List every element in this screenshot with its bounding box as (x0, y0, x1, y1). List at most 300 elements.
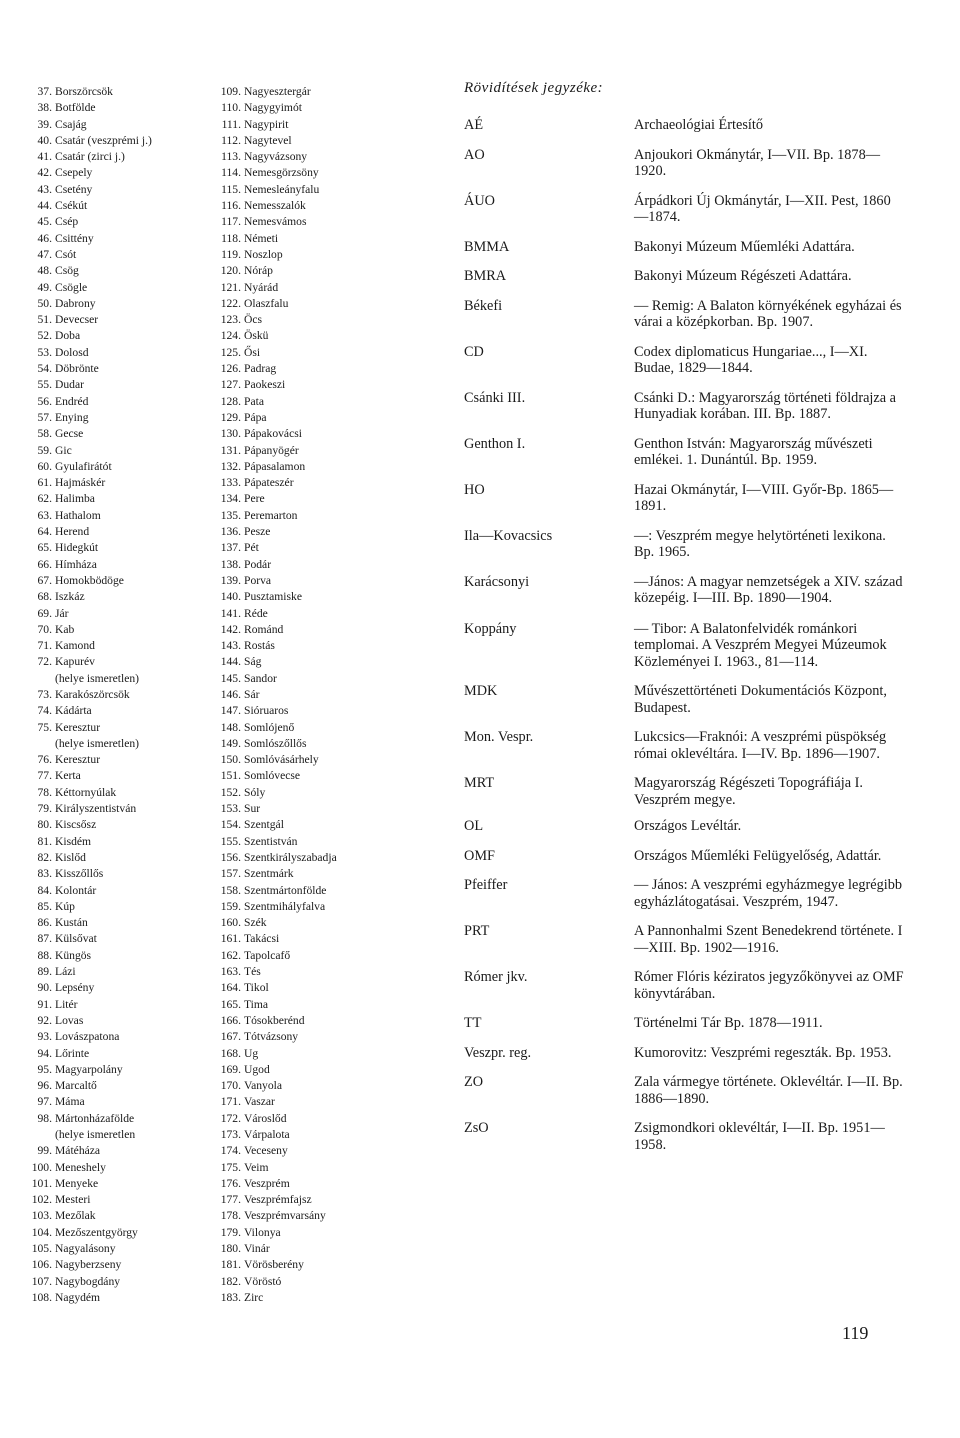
place-number: 174. (220, 1144, 241, 1158)
place-entry (30, 1078, 220, 1094)
place-entry (219, 1094, 449, 1110)
place-name: Kiscsősz (55, 818, 97, 832)
place-number: 85. (37, 899, 52, 913)
place-note: (helye ismeretlen) (55, 736, 140, 750)
place-number: 173. (220, 1128, 241, 1141)
place-number: 119. (221, 247, 241, 261)
place-number: 52. (37, 329, 52, 343)
place-entry (30, 214, 220, 230)
abbreviation-row (464, 482, 904, 515)
place-number: 164. (220, 981, 241, 995)
abbreviation-key: OMF (464, 847, 495, 864)
place-entry (219, 654, 449, 670)
place-name: Nagyberzseny (55, 1258, 122, 1272)
place-name: Halimba (55, 492, 95, 506)
place-entry (219, 133, 449, 149)
place-entry (30, 768, 220, 784)
place-entry (30, 573, 220, 589)
place-entry (219, 1176, 449, 1192)
place-entry (219, 475, 449, 491)
abbreviation-row (464, 775, 904, 808)
place-name: Kamond (55, 639, 95, 653)
place-name: Pesze (244, 525, 271, 539)
place-entry (30, 915, 220, 931)
place-entry (219, 165, 449, 181)
place-name: Vörösberény (244, 1258, 304, 1272)
place-name: Tósokberénd (244, 1013, 305, 1027)
place-entry (30, 247, 220, 263)
place-name: Sióruaros (244, 704, 289, 718)
place-entry (219, 752, 449, 768)
place-name: Szentgál (244, 818, 284, 832)
abbreviation-row (464, 818, 904, 835)
place-name: Ug (244, 1046, 259, 1060)
abbreviation-row (464, 1074, 904, 1107)
abbreviation-value: —: Veszprém megye helytörténeti lexikona. Bp. 1965. (634, 527, 886, 560)
place-name: Kádárta (55, 704, 92, 718)
abbreviation-key: Ila—Kovacsics (464, 527, 553, 544)
place-name: Kapurév (55, 655, 95, 669)
abbreviation-value: Bakonyi Múzeum Műemléki Adattára. (634, 238, 855, 255)
place-entry (30, 720, 220, 753)
place-number: 47. (37, 247, 52, 261)
place-entry (30, 866, 220, 882)
place-name: Szentmártonfölde (244, 883, 327, 897)
page-number: 119 (842, 1323, 869, 1343)
place-number: 146. (220, 687, 241, 701)
place-name: Nagytevel (244, 133, 292, 147)
place-name: Románd (244, 622, 284, 636)
place-entry (219, 410, 449, 426)
place-name: Padrag (244, 362, 277, 376)
abbreviation-value: Archaeológiai Értesítő (634, 117, 764, 133)
place-number: 46. (37, 231, 52, 245)
place-name: Nemesleányfalu (244, 182, 320, 196)
place-entry (30, 394, 220, 410)
place-number: 124. (220, 329, 241, 343)
abbreviation-row (464, 117, 904, 134)
place-number: 81. (37, 834, 52, 848)
place-entry (30, 508, 220, 524)
place-entry (219, 866, 449, 882)
place-number: 63. (37, 508, 52, 522)
place-number: 154. (220, 818, 241, 832)
abbreviation-value: Országos Műemléki Felügyelőség, Adattár. (634, 847, 882, 864)
abbreviation-value: Történelmi Tár Bp. 1878—1911. (634, 1015, 823, 1031)
place-entry (30, 606, 220, 622)
place-entry (30, 1176, 220, 1192)
place-entry (219, 1274, 449, 1290)
place-entry (30, 426, 220, 442)
place-name: Csittény (55, 231, 94, 245)
place-entry (30, 752, 220, 768)
abbreviations-title: Rövidítések jegyzéke: (464, 80, 604, 96)
place-number: 51. (37, 313, 52, 327)
place-number: 98. (37, 1111, 52, 1125)
place-entry (219, 817, 449, 833)
place-entry (30, 524, 220, 540)
place-entry (30, 638, 220, 654)
place-entry (219, 1208, 449, 1224)
place-name: Nagyalásony (55, 1242, 116, 1256)
abbreviation-value: — Remig: A Balaton környékének egyházai és várai a középkorban. Bp. 1907. (634, 297, 902, 330)
place-entry (219, 1029, 449, 1045)
place-entry (30, 850, 220, 866)
place-number: 93. (37, 1030, 52, 1044)
place-name: Doba (55, 329, 81, 343)
place-number: 78. (37, 785, 52, 799)
place-number: 38. (37, 101, 52, 115)
place-entry (30, 817, 220, 833)
place-entry (219, 1111, 449, 1127)
place-entry (219, 915, 449, 931)
abbreviation-value: Hazai Okmánytár, I—VIII. Győr-Bp. 1865—1891. (634, 481, 894, 514)
place-name: Szentkirályszabadja (244, 850, 337, 864)
place-number: 91. (37, 997, 52, 1011)
place-number: 58. (37, 427, 52, 441)
abbreviation-row (464, 390, 904, 423)
place-name: Pápanyögér (244, 443, 299, 457)
place-entry (30, 1274, 220, 1290)
place-number: 134. (220, 492, 241, 506)
place-number: 178. (220, 1209, 241, 1223)
abbreviation-value: Kumorovitz: Veszprémi regeszták. Bp. 1953. (634, 1044, 892, 1061)
abbreviation-key: ZO (464, 1074, 484, 1090)
place-name: Hajmáskér (55, 476, 106, 490)
place-number: 96. (37, 1079, 52, 1093)
place-entry (30, 231, 220, 247)
abbreviation-value: Rómer Flóris kéziratos jegyzőkönyvei az OMF könyvtárában. (634, 969, 904, 1002)
place-number: 142. (220, 622, 241, 636)
abbreviation-value: — Tibor: A Balatonfelvidék románkori templomai. A Veszprém Megyei Múzeumok Közleményei I. 1963., 81—114. (634, 620, 887, 670)
place-name: Nóráp (244, 264, 273, 278)
place-entry (30, 198, 220, 214)
place-name: Nemesgörzsöny (244, 166, 319, 180)
place-entry (30, 1013, 220, 1029)
place-name: Herend (55, 525, 90, 539)
place-entry (219, 149, 449, 165)
place-number: 172. (220, 1111, 241, 1125)
place-name: Kolontár (55, 883, 97, 897)
place-number: 99. (37, 1144, 52, 1158)
place-entry (30, 475, 220, 491)
place-name: Veszprémfajsz (244, 1193, 312, 1207)
place-name: Sandor (244, 671, 277, 685)
abbreviation-value: Csánki D.: Magyarország történeti földrajza a Hunyadiak korában. III. Bp. 1887. (634, 389, 897, 422)
place-name: Szentmárk (244, 867, 294, 881)
place-entry (30, 1046, 220, 1062)
place-name: Csajág (55, 117, 87, 131)
place-number: 176. (220, 1176, 241, 1190)
abbreviation-key: MRT (464, 775, 495, 791)
place-name: Kúp (55, 899, 75, 913)
place-name: Réde (244, 606, 268, 620)
place-entry (219, 100, 449, 116)
place-name: Kustán (55, 916, 88, 930)
abbreviation-value: Genthon István: Magyarország művészeti emlékei. 1. Dunántúl. Bp. 1959. (634, 435, 873, 468)
place-entry (30, 459, 220, 475)
place-entry (30, 703, 220, 719)
place-number: 67. (37, 573, 52, 587)
place-entry (219, 263, 449, 279)
place-number: 138. (220, 557, 241, 571)
place-entry (30, 899, 220, 915)
place-entry (30, 1111, 220, 1144)
place-name: Borszörcsök (55, 85, 113, 98)
place-entry (30, 1225, 220, 1241)
place-name: Paokeszi (244, 378, 286, 392)
abbreviation-key: BMRA (464, 268, 507, 284)
place-entry (30, 654, 220, 687)
place-entry (219, 394, 449, 410)
place-entry (30, 1208, 220, 1224)
place-number: 113. (221, 150, 241, 164)
place-entry (30, 687, 220, 703)
place-number: 147. (220, 704, 241, 718)
place-number: 167. (220, 1030, 241, 1044)
abbreviation-key: Pfeiffer (464, 877, 508, 893)
abbreviation-key: Csánki III. (464, 389, 526, 406)
place-note: (helye ismeretlen) (55, 671, 140, 685)
place-name: Nagyesztergár (244, 85, 311, 98)
place-entry (219, 948, 449, 964)
place-name: Mezőlak (55, 1209, 96, 1223)
abbreviation-key: Békefi (464, 297, 503, 314)
place-number: 61. (37, 476, 52, 490)
place-name: Somlóvásárhely (244, 753, 319, 767)
place-number: 48. (37, 264, 52, 278)
place-name: Endréd (55, 394, 89, 408)
place-number: 94. (37, 1046, 52, 1060)
place-number: 170. (220, 1079, 241, 1093)
place-name: Csékút (55, 199, 88, 213)
place-name: Tikol (244, 981, 269, 995)
place-name: Nyárád (244, 280, 279, 294)
place-entry (30, 1062, 220, 1078)
place-name: Máma (55, 1095, 85, 1109)
place-name: Gic (55, 443, 72, 457)
place-entry (219, 182, 449, 198)
place-entry (219, 964, 449, 980)
place-entry (219, 361, 449, 377)
place-name: Döbrönte (55, 362, 99, 376)
place-number: 104. (31, 1225, 52, 1239)
place-entry (30, 540, 220, 556)
place-name: Hidegkút (55, 541, 99, 555)
place-entry (219, 980, 449, 996)
place-number: 157. (220, 867, 241, 881)
place-number: 41. (37, 150, 52, 164)
place-number: 53. (37, 345, 52, 359)
place-entry (219, 214, 449, 230)
place-name: Vilonya (244, 1225, 281, 1239)
place-entry (219, 540, 449, 556)
place-name: Somlószőllős (244, 736, 307, 750)
place-number: 102. (31, 1193, 52, 1207)
abbreviation-value: Bakonyi Múzeum Régészeti Adattára. (634, 268, 852, 284)
place-entry (219, 589, 449, 605)
place-name: Olaszfalu (244, 296, 289, 310)
place-number: 83. (37, 867, 52, 881)
place-entry (30, 622, 220, 638)
place-entry (30, 931, 220, 947)
place-number: 114. (221, 166, 241, 180)
place-number: 125. (220, 345, 241, 359)
place-entry (219, 931, 449, 947)
place-entry (219, 443, 449, 459)
place-number: 101. (31, 1176, 52, 1190)
abbreviation-value: Zsigmondkori oklevéltár, I—II. Bp. 1951—1958. (634, 1120, 885, 1153)
place-entry (30, 980, 220, 996)
place-name: Noszlop (244, 247, 283, 261)
place-entry (219, 1160, 449, 1176)
place-number: 56. (37, 394, 52, 408)
place-number: 64. (37, 525, 52, 539)
place-number: 97. (37, 1095, 52, 1109)
place-entry (30, 165, 220, 181)
place-entry (219, 1046, 449, 1062)
abbreviation-key: Karácsonyi (464, 573, 530, 590)
place-number: 112. (221, 133, 241, 147)
place-name: Magyarpolány (55, 1062, 123, 1076)
place-number: 100. (31, 1160, 52, 1174)
place-number: 130. (220, 427, 241, 441)
place-entry (219, 573, 449, 589)
place-number: 152. (220, 785, 241, 799)
place-entry (30, 345, 220, 361)
place-number: 150. (220, 753, 241, 767)
place-entry (219, 312, 449, 328)
place-name: Porva (244, 573, 272, 587)
place-number: 77. (37, 769, 52, 783)
place-name: Csetény (55, 182, 93, 196)
place-number: 117. (221, 215, 241, 229)
place-name: Szentistván (244, 834, 298, 848)
place-entry (30, 361, 220, 377)
place-number: 160. (220, 916, 241, 930)
place-name: Kab (55, 622, 75, 636)
abbreviation-row (464, 528, 904, 561)
place-name: Külsővat (55, 932, 97, 946)
place-number: 161. (220, 932, 241, 946)
place-entry (30, 883, 220, 899)
place-entry (219, 1013, 449, 1029)
abbreviations-list (464, 117, 904, 1153)
abbreviation-row (464, 877, 904, 910)
place-entry (30, 1094, 220, 1110)
place-number: 183. (220, 1290, 241, 1304)
place-number: 145. (220, 671, 241, 685)
abbreviation-value: A Pannonhalmi Szent Benedekrend története. I—XIII. Bp. 1902—1916. (634, 923, 903, 956)
place-entry (30, 377, 220, 393)
abbreviation-key: ÁUO (464, 192, 495, 209)
place-name: Homokbödöge (55, 573, 124, 587)
place-number: 139. (220, 573, 241, 587)
abbreviation-row (464, 923, 904, 956)
place-entry (30, 410, 220, 426)
place-name: Kerta (55, 769, 81, 783)
place-number: 66. (37, 557, 52, 571)
place-number: 79. (37, 802, 52, 816)
abbreviation-key: Rómer jkv. (464, 969, 528, 985)
place-entry (30, 296, 220, 312)
abbreviation-key: ZsO (464, 1120, 489, 1136)
place-number: 180. (220, 1242, 241, 1256)
place-entry (219, 557, 449, 573)
place-name: Dolosd (55, 345, 89, 359)
place-number: 54. (37, 362, 52, 376)
place-name: Tima (244, 997, 269, 1011)
place-entry (219, 1257, 449, 1273)
abbreviation-row (464, 969, 904, 1002)
place-entry (30, 117, 220, 133)
place-name: Tótvázsony (244, 1030, 299, 1044)
place-name: Öcs (244, 313, 263, 327)
abbreviation-row (464, 298, 904, 331)
place-entry (30, 997, 220, 1013)
place-number: 118. (221, 231, 241, 245)
abbreviation-value: Anjoukori Okmánytár, I—VII. Bp. 1878—1920. (634, 146, 881, 179)
place-number: 71. (37, 639, 52, 653)
place-entry (30, 84, 220, 100)
place-number: 169. (220, 1062, 241, 1076)
place-name: Németi (244, 231, 279, 245)
place-number: 57. (37, 410, 52, 424)
abbreviation-key: Genthon I. (464, 435, 526, 452)
abbreviation-key: MDK (464, 683, 498, 699)
place-name: Mesteri (55, 1193, 91, 1207)
place-entry (219, 426, 449, 442)
place-name: Városlőd (244, 1111, 287, 1125)
place-entry (219, 1225, 449, 1241)
place-name: Keresztur (55, 753, 101, 767)
place-name: Jár (55, 606, 69, 620)
place-entry (219, 768, 449, 784)
place-number: 123. (220, 313, 241, 327)
abbreviation-value: Árpádkori Új Okmánytár, I—XII. Pest, 1860—1874. (634, 192, 891, 225)
abbreviation-row (464, 436, 904, 469)
place-name: Kisszőllős (55, 867, 104, 881)
place-entry (219, 1241, 449, 1257)
place-entry (219, 328, 449, 344)
place-number: 42. (37, 166, 52, 180)
place-entry (219, 801, 449, 817)
place-name: Küngös (55, 948, 92, 962)
abbreviation-key: AÉ (464, 117, 484, 133)
place-number: 70. (37, 622, 52, 636)
place-name: Meneshely (55, 1160, 106, 1174)
place-entry (30, 1290, 220, 1306)
place-name: Öskü (244, 329, 269, 343)
place-name: Pápakovácsi (244, 427, 302, 441)
place-number: 163. (220, 965, 241, 979)
abbreviation-key: AO (464, 146, 485, 163)
place-number: 39. (37, 117, 52, 131)
place-name: Zirc (244, 1290, 264, 1304)
abbreviation-value: Országos Levéltár. (634, 818, 742, 834)
place-number: 137. (220, 541, 241, 555)
place-name: Kislőd (55, 850, 86, 864)
place-entry (219, 687, 449, 703)
abbreviation-row (464, 683, 904, 716)
place-name: Iszkáz (55, 590, 85, 604)
place-name: Somlóvecse (244, 769, 301, 783)
place-number: 121. (220, 280, 241, 294)
abbreviation-row (464, 1120, 904, 1153)
place-entry (219, 491, 449, 507)
place-name: Sur (244, 802, 261, 816)
place-name: Gyulafirátót (55, 459, 112, 473)
